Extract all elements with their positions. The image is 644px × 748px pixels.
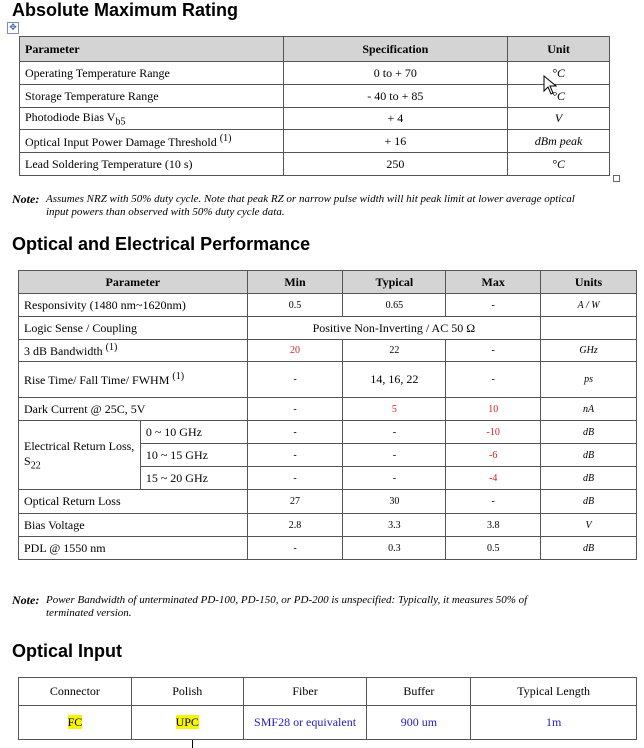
- length-cell: 1m: [471, 706, 637, 740]
- param-cell: [19, 362, 248, 398]
- param-subscript: b5: [115, 116, 126, 128]
- param-cell: Storage Temperature Range: [20, 85, 284, 108]
- param-cell: Operating Temperature Range: [20, 62, 284, 85]
- unit-cell: GHz: [541, 340, 637, 362]
- param-cell: [20, 130, 284, 153]
- table-row: [19, 706, 637, 740]
- unit-cell: dB: [541, 421, 637, 444]
- heading-optical-input: Optical Input: [12, 641, 122, 661]
- max-cell: 0.5: [446, 537, 541, 560]
- param-cell: [19, 340, 248, 362]
- spec-cell: + 4: [283, 108, 508, 130]
- merged-value-cell: Positive Non-Inverting / AC 50 Ω: [247, 317, 541, 340]
- header-buffer: Buffer: [367, 678, 471, 706]
- table-row: [19, 398, 637, 421]
- header-max: Max: [446, 271, 541, 294]
- table-row: [19, 421, 637, 444]
- note-label: Note:: [12, 192, 40, 206]
- param-cell-electrical-return-loss: [19, 421, 141, 490]
- table-row: [20, 62, 610, 85]
- unit-cell: nA: [541, 398, 637, 421]
- unit-cell: V: [508, 108, 610, 130]
- param-cell: Bias Voltage: [19, 514, 248, 537]
- typ-cell: 22: [343, 340, 446, 362]
- optical-electrical-performance-table: [18, 270, 637, 560]
- max-cell: -4: [446, 467, 541, 490]
- max-cell: 10: [446, 398, 541, 421]
- min-cell: 20: [247, 340, 343, 362]
- max-cell: -6: [446, 444, 541, 467]
- header-fiber: Fiber: [243, 678, 367, 706]
- header-polish: Polish: [131, 678, 243, 706]
- param-cell: [20, 108, 284, 130]
- range-cell: 15 ~ 20 GHz: [140, 467, 247, 490]
- typ-cell: -: [343, 421, 446, 444]
- typ-cell: 3.3: [343, 514, 446, 537]
- header-specification: Specification: [283, 37, 508, 62]
- unit-cell: dB: [541, 467, 637, 490]
- unit-cell: dBm peak: [508, 130, 610, 153]
- typ-cell: 0.3: [343, 537, 446, 560]
- table-row: [20, 130, 610, 153]
- param-cell: Lead Soldering Temperature (10 s): [20, 153, 284, 176]
- table-row: [20, 153, 610, 176]
- typ-cell: 0.65: [343, 294, 446, 317]
- min-cell: -: [247, 444, 343, 467]
- header-parameter: Parameter: [20, 37, 284, 62]
- param-text: Photodiode Bias V: [25, 109, 116, 124]
- spec-cell: 0 to + 70: [283, 62, 508, 85]
- param-text: Electrical Return Loss, S: [24, 438, 135, 468]
- unit-cell: °C: [508, 62, 610, 85]
- min-cell: -: [247, 467, 343, 490]
- unit-cell: ps: [541, 362, 637, 398]
- unit-cell: dB: [541, 537, 637, 560]
- max-cell: -: [446, 490, 541, 514]
- max-cell: 3.8: [446, 514, 541, 537]
- table-row: [19, 490, 637, 514]
- connector-value: FC: [67, 715, 83, 729]
- min-cell: -: [247, 537, 343, 560]
- param-cell: Responsivity (1480 nm~1620nm): [19, 294, 248, 317]
- unit-cell: dB: [541, 444, 637, 467]
- unit-cell: [541, 317, 637, 340]
- max-cell: -: [446, 340, 541, 362]
- table-header-row: [20, 37, 610, 62]
- table-header-row: [19, 678, 637, 706]
- param-text: Rise Time/ Fall Time/ FWHM: [24, 373, 170, 387]
- min-cell: -: [247, 421, 343, 444]
- table-move-handle-icon[interactable]: ✥: [7, 22, 19, 34]
- param-cell: Logic Sense / Coupling: [19, 317, 248, 340]
- header-typical-length: Typical Length: [471, 678, 637, 706]
- table-row: [19, 294, 637, 317]
- param-cell: PDL @ 1550 nm: [19, 537, 248, 560]
- unit-cell: °C: [508, 85, 610, 108]
- note-text: Assumes NRZ with 50% duty cycle. Note that peak RZ or narrow pulse width will hit peak limit at lower average optical input powers than observed with 50% duty cycle data.: [46, 193, 575, 218]
- param-text: 3 dB Bandwidth: [24, 344, 103, 358]
- header-typical: Typical: [343, 271, 446, 294]
- polish-value: UPC: [175, 715, 199, 729]
- min-cell: -: [247, 398, 343, 421]
- table-resize-handle-icon[interactable]: [613, 175, 620, 182]
- max-cell: -10: [446, 421, 541, 444]
- table-row: [19, 362, 637, 398]
- fiber-cell: SMF28 or equivalent: [243, 706, 367, 740]
- heading-optical-electrical-performance: Optical and Electrical Performance: [12, 234, 311, 254]
- header-min: Min: [247, 271, 343, 294]
- spec-cell: 250: [283, 153, 508, 176]
- absolute-maximum-rating-table: [19, 36, 610, 176]
- note-amr: [12, 192, 612, 218]
- header-units: Units: [541, 271, 637, 294]
- typ-cell: -: [343, 444, 446, 467]
- unit-cell: °C: [508, 153, 610, 176]
- connector-cell: [19, 706, 132, 740]
- min-cell: 0.5: [247, 294, 343, 317]
- table-row: [19, 340, 637, 362]
- footnote-marker: (1): [105, 342, 118, 353]
- note-label: Note:: [12, 593, 40, 607]
- min-cell: -: [247, 362, 343, 398]
- table-row: [19, 514, 637, 537]
- footnote-marker: (1): [172, 371, 185, 382]
- spec-cell: - 40 to + 85: [283, 85, 508, 108]
- header-connector: Connector: [19, 678, 132, 706]
- note-text: Power Bandwidth of unterminated PD-100, PD-150, or PD-200 is unspecified: Typically, it measures 50% of terminated version.: [46, 594, 528, 619]
- param-cell: Dark Current @ 25C, 5V: [19, 398, 248, 421]
- footnote-marker: (1): [219, 132, 232, 144]
- unit-cell: V: [541, 514, 637, 537]
- min-cell: 27: [247, 490, 343, 514]
- text-cursor: [192, 740, 193, 748]
- table-header-row: [19, 271, 637, 294]
- heading-absolute-maximum-rating: Absolute Maximum Rating: [12, 0, 239, 20]
- header-parameter: Parameter: [19, 271, 248, 294]
- typ-cell: 14, 16, 22: [343, 362, 446, 398]
- optical-input-table: [18, 677, 637, 740]
- table-row: [19, 317, 637, 340]
- min-cell: 2.8: [247, 514, 343, 537]
- table-row: [20, 85, 610, 108]
- max-cell: -: [446, 294, 541, 317]
- mouse-pointer-icon: [543, 75, 557, 95]
- unit-cell: A / W: [541, 294, 637, 317]
- param-subscript: 22: [30, 460, 41, 472]
- max-cell: -: [446, 362, 541, 398]
- range-cell: 10 ~ 15 GHz: [140, 444, 247, 467]
- note-oep: [12, 593, 612, 619]
- spec-cell: + 16: [283, 130, 508, 153]
- header-unit: Unit: [508, 37, 610, 62]
- typ-cell: -: [343, 467, 446, 490]
- range-cell: 0 ~ 10 GHz: [140, 421, 247, 444]
- typ-cell: 30: [343, 490, 446, 514]
- polish-cell: [131, 706, 243, 740]
- typ-cell: 5: [343, 398, 446, 421]
- buffer-cell: 900 um: [367, 706, 471, 740]
- param-cell: Optical Return Loss: [19, 490, 248, 514]
- unit-cell: dB: [541, 490, 637, 514]
- table-row: [20, 108, 610, 130]
- table-row: [19, 537, 637, 560]
- param-text: Optical Input Power Damage Threshold: [25, 134, 217, 149]
